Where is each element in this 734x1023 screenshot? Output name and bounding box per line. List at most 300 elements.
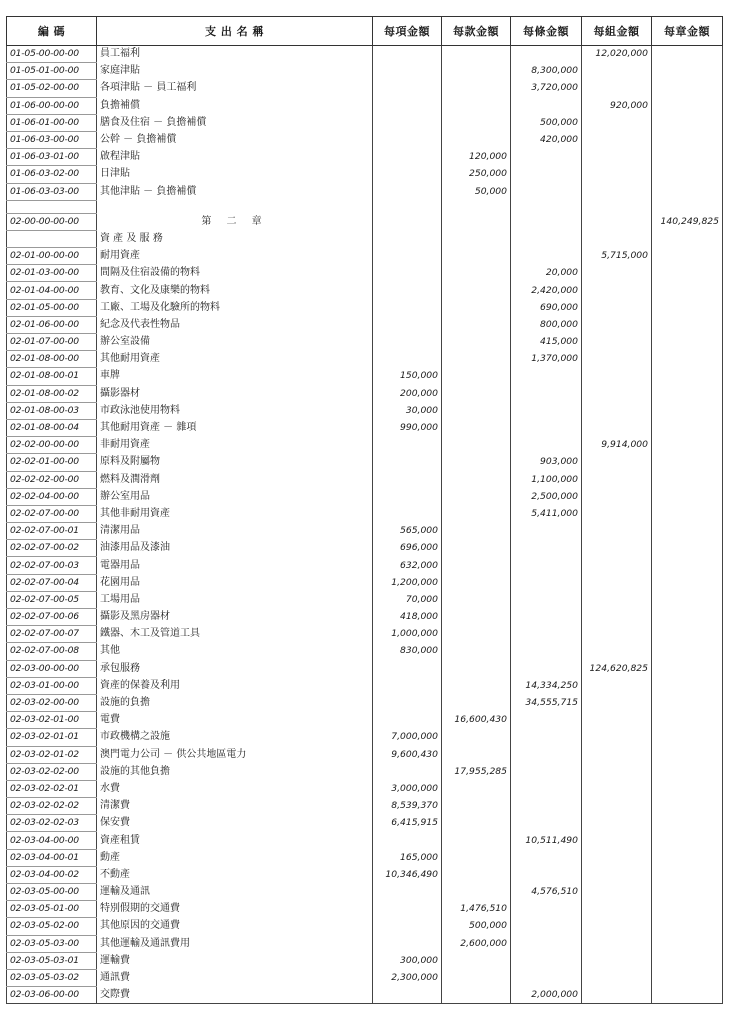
table-row [7, 884, 723, 901]
article-amount-cell [511, 935, 582, 952]
chapter-amount-cell [652, 230, 723, 247]
empty-cell [442, 200, 511, 213]
item-amount-cell: 565,000 [373, 523, 442, 540]
section-amount-cell [442, 540, 511, 557]
article-amount-cell: 800,000 [511, 316, 582, 333]
code-cell: 02-03-00-00-00 [7, 660, 97, 677]
empty-cell [373, 200, 442, 213]
code-cell: 02-02-07-00-01 [7, 523, 97, 540]
group-amount-cell [582, 166, 652, 183]
table-row [7, 901, 723, 918]
name-cell: 澳門電力公司 － 供公共地區電力 [97, 746, 373, 763]
group-amount-cell [582, 385, 652, 402]
code-cell: 01-06-03-03-00 [7, 183, 97, 200]
code-cell: 02-03-04-00-02 [7, 866, 97, 883]
article-amount-cell [511, 849, 582, 866]
chapter-amount-cell [652, 832, 723, 849]
article-amount-cell [511, 866, 582, 883]
chapter-amount-cell [652, 265, 723, 282]
group-amount-cell [582, 265, 652, 282]
item-amount-cell [373, 677, 442, 694]
name-cell: 燃料及潤滑劑 [97, 471, 373, 488]
code-cell: 02-02-07-00-05 [7, 591, 97, 608]
header-section-amount: 每款金額 [442, 17, 511, 46]
item-amount-cell: 70,000 [373, 591, 442, 608]
header-article-amount: 每條金額 [511, 17, 582, 46]
table-row [7, 334, 723, 351]
table-row [7, 746, 723, 763]
item-amount-cell: 165,000 [373, 849, 442, 866]
section-amount-cell [442, 832, 511, 849]
item-amount-cell [373, 282, 442, 299]
table-row [7, 402, 723, 419]
code-cell: 02-02-07-00-03 [7, 557, 97, 574]
name-cell: 耐用資產 [97, 248, 373, 265]
section-amount-cell [442, 643, 511, 660]
name-cell: 資產租賃 [97, 832, 373, 849]
code-cell: 01-06-03-02-00 [7, 166, 97, 183]
item-amount-cell [373, 505, 442, 522]
article-amount-cell: 1,370,000 [511, 351, 582, 368]
code-cell [7, 230, 97, 247]
item-amount-cell [373, 471, 442, 488]
article-amount-cell: 903,000 [511, 454, 582, 471]
article-amount-cell [511, 660, 582, 677]
table-row [7, 230, 723, 247]
section-amount-cell [442, 419, 511, 436]
article-amount-cell [511, 901, 582, 918]
name-cell: 油漆用品及漆油 [97, 540, 373, 557]
article-amount-cell [511, 540, 582, 557]
table-row [7, 80, 723, 97]
section-amount-cell [442, 46, 511, 63]
code-cell: 02-03-05-03-01 [7, 952, 97, 969]
item-amount-cell [373, 918, 442, 935]
item-amount-cell [373, 166, 442, 183]
name-cell: 其他原因的交通費 [97, 918, 373, 935]
chapter-amount-cell [652, 574, 723, 591]
chapter-amount-cell [652, 402, 723, 419]
group-amount-cell [582, 935, 652, 952]
group-amount-cell: 12,020,000 [582, 46, 652, 63]
group-amount-cell [582, 334, 652, 351]
item-amount-cell: 10,346,490 [373, 866, 442, 883]
section-amount-cell [442, 316, 511, 333]
article-amount-cell [511, 419, 582, 436]
code-cell: 01-06-03-01-00 [7, 149, 97, 166]
name-cell: 其他 [97, 643, 373, 660]
group-amount-cell [582, 677, 652, 694]
chapter-amount-cell [652, 316, 723, 333]
chapter-amount-cell [652, 677, 723, 694]
item-amount-cell [373, 248, 442, 265]
name-cell: 資 產 及 服 務 [97, 230, 373, 247]
table-row [7, 385, 723, 402]
name-cell: 間隔及住宿設備的物料 [97, 265, 373, 282]
group-amount-cell [582, 471, 652, 488]
chapter-amount-cell [652, 454, 723, 471]
section-amount-cell [442, 884, 511, 901]
group-amount-cell [582, 183, 652, 200]
article-amount-cell [511, 213, 582, 230]
table-row [7, 866, 723, 883]
group-amount-cell: 920,000 [582, 97, 652, 114]
code-cell: 01-05-00-00-00 [7, 46, 97, 63]
name-cell: 設施的負擔 [97, 694, 373, 711]
empty-cell [652, 200, 723, 213]
name-cell: 承包服務 [97, 660, 373, 677]
group-amount-cell [582, 901, 652, 918]
table-row [7, 419, 723, 436]
code-cell: 02-03-01-00-00 [7, 677, 97, 694]
section-amount-cell [442, 987, 511, 1004]
group-amount-cell [582, 884, 652, 901]
article-amount-cell: 690,000 [511, 299, 582, 316]
section-amount-cell: 50,000 [442, 183, 511, 200]
item-amount-cell: 6,415,915 [373, 815, 442, 832]
section-amount-cell [442, 248, 511, 265]
table-row [7, 97, 723, 114]
table-row [7, 351, 723, 368]
section-amount-cell [442, 114, 511, 131]
name-cell: 負擔補償 [97, 97, 373, 114]
group-amount-cell [582, 694, 652, 711]
group-amount-cell [582, 729, 652, 746]
chapter-amount-cell [652, 626, 723, 643]
code-cell: 02-03-02-01-01 [7, 729, 97, 746]
group-amount-cell [582, 574, 652, 591]
section-amount-cell [442, 746, 511, 763]
article-amount-cell [511, 609, 582, 626]
table-row [7, 780, 723, 797]
chapter-amount-cell [652, 694, 723, 711]
name-cell: 運輸及通訊 [97, 884, 373, 901]
chapter-amount-cell [652, 351, 723, 368]
name-cell: 花園用品 [97, 574, 373, 591]
article-amount-cell: 20,000 [511, 265, 582, 282]
article-amount-cell [511, 798, 582, 815]
code-cell: 02-02-04-00-00 [7, 488, 97, 505]
table-row [7, 454, 723, 471]
table-row [7, 523, 723, 540]
section-amount-cell [442, 265, 511, 282]
section-amount-cell [442, 437, 511, 454]
group-amount-cell [582, 798, 652, 815]
section-amount-cell [442, 488, 511, 505]
article-amount-cell: 5,411,000 [511, 505, 582, 522]
chapter-amount-cell [652, 918, 723, 935]
group-amount-cell: 9,914,000 [582, 437, 652, 454]
section-amount-cell [442, 454, 511, 471]
item-amount-cell [373, 884, 442, 901]
table-row [7, 626, 723, 643]
chapter-amount-cell [652, 63, 723, 80]
section-amount-cell [442, 385, 511, 402]
name-cell: 公幹 － 負擔補償 [97, 131, 373, 148]
article-amount-cell: 2,500,000 [511, 488, 582, 505]
chapter-amount-cell [652, 114, 723, 131]
group-amount-cell [582, 866, 652, 883]
code-cell: 01-05-02-00-00 [7, 80, 97, 97]
chapter-amount-cell [652, 849, 723, 866]
code-cell: 01-06-00-00-00 [7, 97, 97, 114]
code-cell: 02-01-08-00-00 [7, 351, 97, 368]
article-amount-cell: 34,555,715 [511, 694, 582, 711]
budget-table [6, 16, 723, 1004]
item-amount-cell [373, 316, 442, 333]
table-row [7, 677, 723, 694]
name-cell: 動產 [97, 849, 373, 866]
table-row [7, 540, 723, 557]
section-amount-cell: 1,476,510 [442, 901, 511, 918]
section-amount-cell [442, 849, 511, 866]
item-amount-cell [373, 454, 442, 471]
section-amount-cell [442, 402, 511, 419]
header-code: 編 碼 [7, 17, 97, 46]
chapter-amount-cell [652, 488, 723, 505]
chapter-amount-cell [652, 471, 723, 488]
table-row [7, 299, 723, 316]
group-amount-cell [582, 540, 652, 557]
group-amount-cell [582, 80, 652, 97]
name-cell: 各項津貼 － 員工福利 [97, 80, 373, 97]
item-amount-cell: 150,000 [373, 368, 442, 385]
table-row [7, 488, 723, 505]
chapter-amount-cell [652, 712, 723, 729]
item-amount-cell [373, 488, 442, 505]
section-amount-cell [442, 63, 511, 80]
chapter-amount-cell [652, 591, 723, 608]
chapter-amount-cell [652, 987, 723, 1004]
code-cell: 02-03-02-00-00 [7, 694, 97, 711]
header-item-amount: 每項金額 [373, 17, 442, 46]
item-amount-cell [373, 183, 442, 200]
table-row [7, 282, 723, 299]
table-row [7, 729, 723, 746]
table-row [7, 969, 723, 986]
section-amount-cell [442, 815, 511, 832]
table-row [7, 471, 723, 488]
group-amount-cell [582, 712, 652, 729]
group-amount-cell [582, 952, 652, 969]
group-amount-cell [582, 849, 652, 866]
table-row [7, 694, 723, 711]
article-amount-cell [511, 97, 582, 114]
article-amount-cell [511, 712, 582, 729]
name-cell: 其他運輸及通訊費用 [97, 935, 373, 952]
name-cell: 車牌 [97, 368, 373, 385]
item-amount-cell: 7,000,000 [373, 729, 442, 746]
item-amount-cell: 3,000,000 [373, 780, 442, 797]
section-amount-cell: 16,600,430 [442, 712, 511, 729]
section-amount-cell [442, 798, 511, 815]
item-amount-cell [373, 901, 442, 918]
article-amount-cell [511, 248, 582, 265]
chapter-amount-cell [652, 131, 723, 148]
group-amount-cell [582, 643, 652, 660]
article-amount-cell: 500,000 [511, 114, 582, 131]
article-amount-cell [511, 368, 582, 385]
article-amount-cell [511, 166, 582, 183]
name-cell: 清潔用品 [97, 523, 373, 540]
article-amount-cell [511, 780, 582, 797]
article-amount-cell [511, 149, 582, 166]
table-row [7, 248, 723, 265]
section-amount-cell [442, 780, 511, 797]
item-amount-cell: 2,300,000 [373, 969, 442, 986]
name-cell: 原料及附屬物 [97, 454, 373, 471]
article-amount-cell: 415,000 [511, 334, 582, 351]
chapter-amount-cell [652, 540, 723, 557]
article-amount-cell [511, 729, 582, 746]
name-cell: 非耐用資產 [97, 437, 373, 454]
name-cell: 啟程津貼 [97, 149, 373, 166]
group-amount-cell [582, 505, 652, 522]
article-amount-cell [511, 557, 582, 574]
code-cell: 02-03-02-01-00 [7, 712, 97, 729]
article-amount-cell: 420,000 [511, 131, 582, 148]
table-row [7, 609, 723, 626]
chapter-amount-cell [652, 815, 723, 832]
article-amount-cell [511, 183, 582, 200]
section-amount-cell: 250,000 [442, 166, 511, 183]
code-cell: 02-02-07-00-02 [7, 540, 97, 557]
item-amount-cell [373, 97, 442, 114]
section-amount-cell [442, 230, 511, 247]
name-cell: 攝影及黑房器材 [97, 609, 373, 626]
spacer-row [7, 200, 723, 213]
code-cell: 02-01-05-00-00 [7, 299, 97, 316]
section-amount-cell: 500,000 [442, 918, 511, 935]
item-amount-cell [373, 660, 442, 677]
table-row [7, 660, 723, 677]
group-amount-cell [582, 626, 652, 643]
item-amount-cell [373, 80, 442, 97]
chapter-amount-cell [652, 248, 723, 265]
item-amount-cell [373, 694, 442, 711]
chapter-amount-cell [652, 183, 723, 200]
group-amount-cell [582, 488, 652, 505]
chapter-amount-cell [652, 935, 723, 952]
group-amount-cell: 124,620,825 [582, 660, 652, 677]
empty-cell [582, 200, 652, 213]
code-cell: 02-03-05-02-00 [7, 918, 97, 935]
code-cell: 02-01-08-00-01 [7, 368, 97, 385]
article-amount-cell [511, 969, 582, 986]
table-row [7, 505, 723, 522]
item-amount-cell: 632,000 [373, 557, 442, 574]
name-cell: 水費 [97, 780, 373, 797]
section-amount-cell: 17,955,285 [442, 763, 511, 780]
code-cell: 02-01-08-00-03 [7, 402, 97, 419]
code-cell: 02-02-01-00-00 [7, 454, 97, 471]
chapter-amount-cell [652, 643, 723, 660]
article-amount-cell [511, 591, 582, 608]
group-amount-cell [582, 149, 652, 166]
group-amount-cell [582, 419, 652, 436]
section-amount-cell [442, 729, 511, 746]
code-cell: 02-03-02-01-02 [7, 746, 97, 763]
group-amount-cell: 5,715,000 [582, 248, 652, 265]
chapter-amount-cell [652, 80, 723, 97]
code-cell: 02-02-07-00-08 [7, 643, 97, 660]
item-amount-cell: 830,000 [373, 643, 442, 660]
group-amount-cell [582, 557, 652, 574]
group-amount-cell [582, 63, 652, 80]
group-amount-cell [582, 591, 652, 608]
name-cell: 第 二 章 [97, 213, 373, 230]
article-amount-cell: 4,576,510 [511, 884, 582, 901]
table-row [7, 712, 723, 729]
group-amount-cell [582, 969, 652, 986]
name-cell: 通訊費 [97, 969, 373, 986]
name-cell: 不動產 [97, 866, 373, 883]
item-amount-cell [373, 437, 442, 454]
article-amount-cell [511, 746, 582, 763]
section-amount-cell [442, 557, 511, 574]
chapter-amount-cell [652, 969, 723, 986]
table-row [7, 918, 723, 935]
code-cell: 02-02-07-00-04 [7, 574, 97, 591]
item-amount-cell: 1,200,000 [373, 574, 442, 591]
table-row [7, 987, 723, 1004]
article-amount-cell: 3,720,000 [511, 80, 582, 97]
chapter-amount-cell [652, 97, 723, 114]
section-amount-cell [442, 694, 511, 711]
group-amount-cell [582, 523, 652, 540]
name-cell: 其他非耐用資產 [97, 505, 373, 522]
item-amount-cell [373, 351, 442, 368]
table-row [7, 166, 723, 183]
item-amount-cell: 696,000 [373, 540, 442, 557]
code-cell: 02-01-07-00-00 [7, 334, 97, 351]
chapter-heading-row [7, 213, 723, 230]
table-row [7, 815, 723, 832]
code-cell: 02-01-04-00-00 [7, 282, 97, 299]
group-amount-cell [582, 780, 652, 797]
table-row [7, 832, 723, 849]
item-amount-cell: 990,000 [373, 419, 442, 436]
chapter-amount-cell [652, 884, 723, 901]
group-amount-cell [582, 832, 652, 849]
chapter-amount-cell [652, 334, 723, 351]
item-amount-cell [373, 712, 442, 729]
chapter-amount-cell [652, 523, 723, 540]
name-cell: 家庭津貼 [97, 63, 373, 80]
name-cell: 交際費 [97, 987, 373, 1004]
chapter-amount-cell [652, 299, 723, 316]
group-amount-cell [582, 402, 652, 419]
table-row [7, 368, 723, 385]
chapter-amount-cell [652, 166, 723, 183]
article-amount-cell: 10,511,490 [511, 832, 582, 849]
table-row [7, 437, 723, 454]
name-cell: 工場用品 [97, 591, 373, 608]
article-amount-cell: 2,000,000 [511, 987, 582, 1004]
chapter-amount-cell [652, 798, 723, 815]
article-amount-cell [511, 46, 582, 63]
article-amount-cell [511, 402, 582, 419]
chapter-amount-cell [652, 368, 723, 385]
article-amount-cell: 2,420,000 [511, 282, 582, 299]
name-cell: 設施的其他負擔 [97, 763, 373, 780]
table-row [7, 183, 723, 200]
chapter-amount-cell [652, 746, 723, 763]
article-amount-cell [511, 385, 582, 402]
item-amount-cell [373, 935, 442, 952]
article-amount-cell [511, 437, 582, 454]
chapter-amount-cell [652, 952, 723, 969]
